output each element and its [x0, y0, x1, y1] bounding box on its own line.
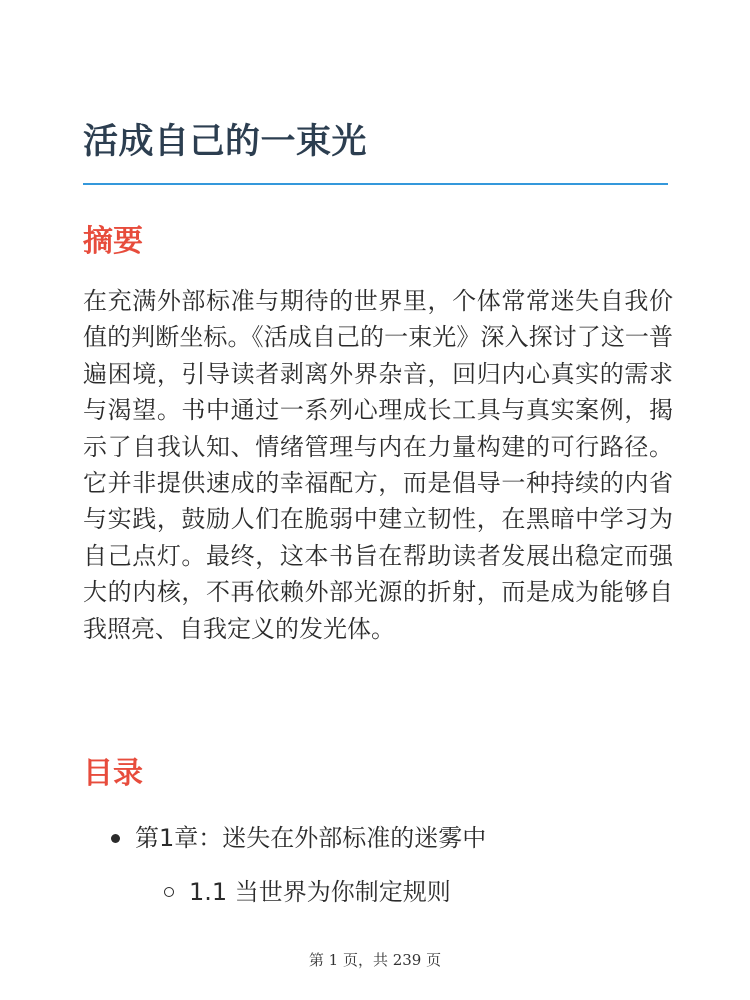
- title-divider: [83, 183, 668, 185]
- toc-chapter-label: 第1章：迷失在外部标准的迷雾中: [135, 824, 487, 852]
- toc-chapter-item: [83, 818, 668, 858]
- toc-heading: 目录: [83, 756, 143, 791]
- toc-section-item: [83, 872, 668, 912]
- page-number-footer: 第 1 页，共 239 页: [308, 951, 442, 969]
- filled-bullet-icon: [111, 834, 120, 843]
- toc-list: [83, 818, 668, 912]
- document-page: [83, 0, 673, 1000]
- hollow-bullet-icon: [164, 887, 174, 897]
- toc-section-label: 1.1 当世界为你制定规则: [189, 878, 451, 906]
- document-title: 活成自己的一束光: [83, 122, 368, 162]
- summary-heading: 摘要: [83, 224, 143, 259]
- summary-paragraph: 在充满外部标准与期待的世界里，个体常常迷失自我价值的判断坐标。《活成自己的一束光》深入探讨了这一普遍困境，引导读者剥离外界杂音，回归内心真实的需求与渴望。书中通过一系列心理成长工具与真实案例，揭示了自我认知、情绪管理与内在力量构建的可行路径。它并非提供速成的幸福配方，而是倡导一种持续的内省与实践，鼓励人们在脆弱中建立韧性，在黑暗中学习为自己点灯。最终，这本书旨在帮助读者发展出稳定而强大的内核，不再依赖外部光源的折射，而是成为能够自我照亮、自我定义的发光体。: [83, 287, 673, 643]
